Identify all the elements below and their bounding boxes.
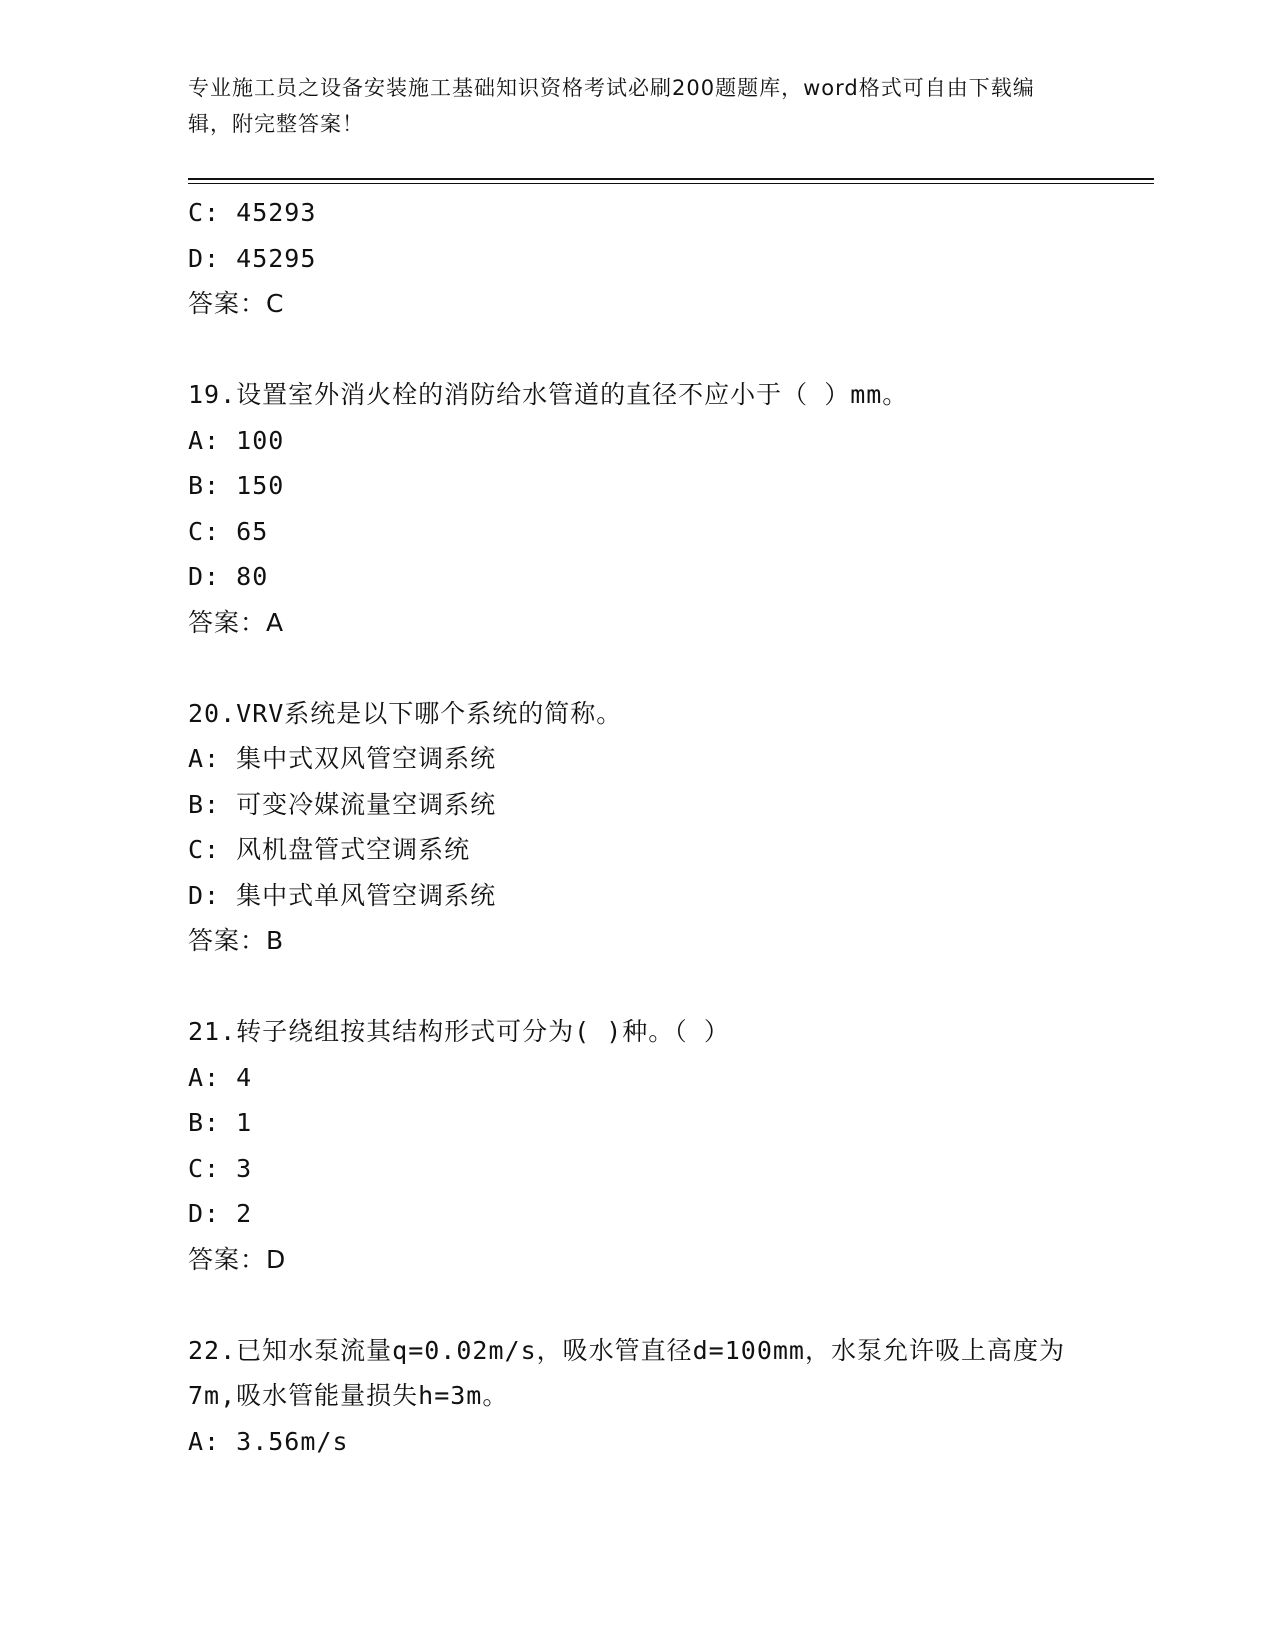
- option-d: D: 2: [188, 1199, 253, 1228]
- document-body: [188, 190, 1088, 1464]
- question-20: [188, 691, 1088, 964]
- option-a: A: 100: [188, 425, 285, 455]
- option-c: C: 45293: [188, 198, 317, 227]
- question-21: [188, 1009, 1088, 1282]
- spacer: [188, 1282, 1088, 1328]
- question-19: [188, 372, 1088, 645]
- answer-line: 答案：C: [188, 289, 285, 318]
- answer-line: 答案：B: [188, 926, 285, 955]
- option-c: C: 3: [188, 1153, 253, 1183]
- spacer: [188, 327, 1088, 373]
- option-b: B: 可变冷媒流量空调系统: [188, 789, 497, 819]
- option-d: D: 45295: [188, 243, 317, 273]
- question-text: 21.转子绕组按其结构形式可分为( )种。（ ）: [188, 1017, 730, 1046]
- question-text: 22.已知水泵流量q=0.02m/s，吸水管直径d=100mm，水泵允许吸上高度为7m,吸水管能量损失h=3m。: [188, 1335, 1065, 1410]
- option-a: A: 4: [188, 1062, 253, 1092]
- option-d: D: 80: [188, 562, 269, 591]
- option-a: A: 集中式双风管空调系统: [188, 744, 497, 773]
- answer-line: 答案：A: [188, 607, 285, 637]
- spacer: [188, 964, 1088, 1010]
- question-18-tail: [188, 190, 1088, 327]
- option-b: B: 150: [188, 471, 285, 500]
- option-d: D: 集中式单风管空调系统: [188, 880, 497, 910]
- question-text: 20.VRV系统是以下哪个系统的简称。: [188, 698, 623, 728]
- header-divider-thin: [188, 183, 1154, 184]
- answer-line: 答案：D: [188, 1244, 287, 1274]
- question-text: 19.设置室外消火栓的消防给水管道的直径不应小于（ ）mm。: [188, 380, 909, 409]
- option-a: A: 3.56m/s: [188, 1426, 349, 1456]
- spacer: [188, 645, 1088, 691]
- document-header: 专业施工员之设备安装施工基础知识资格考试必刷200题题库，word格式可自由下载编辑，附完整答案！: [188, 76, 1035, 136]
- header-divider-thick: [188, 178, 1154, 180]
- option-c: C: 风机盘管式空调系统: [188, 835, 471, 864]
- option-b: B: 1: [188, 1108, 253, 1137]
- question-22: [188, 1328, 1088, 1465]
- option-c: C: 65: [188, 516, 269, 546]
